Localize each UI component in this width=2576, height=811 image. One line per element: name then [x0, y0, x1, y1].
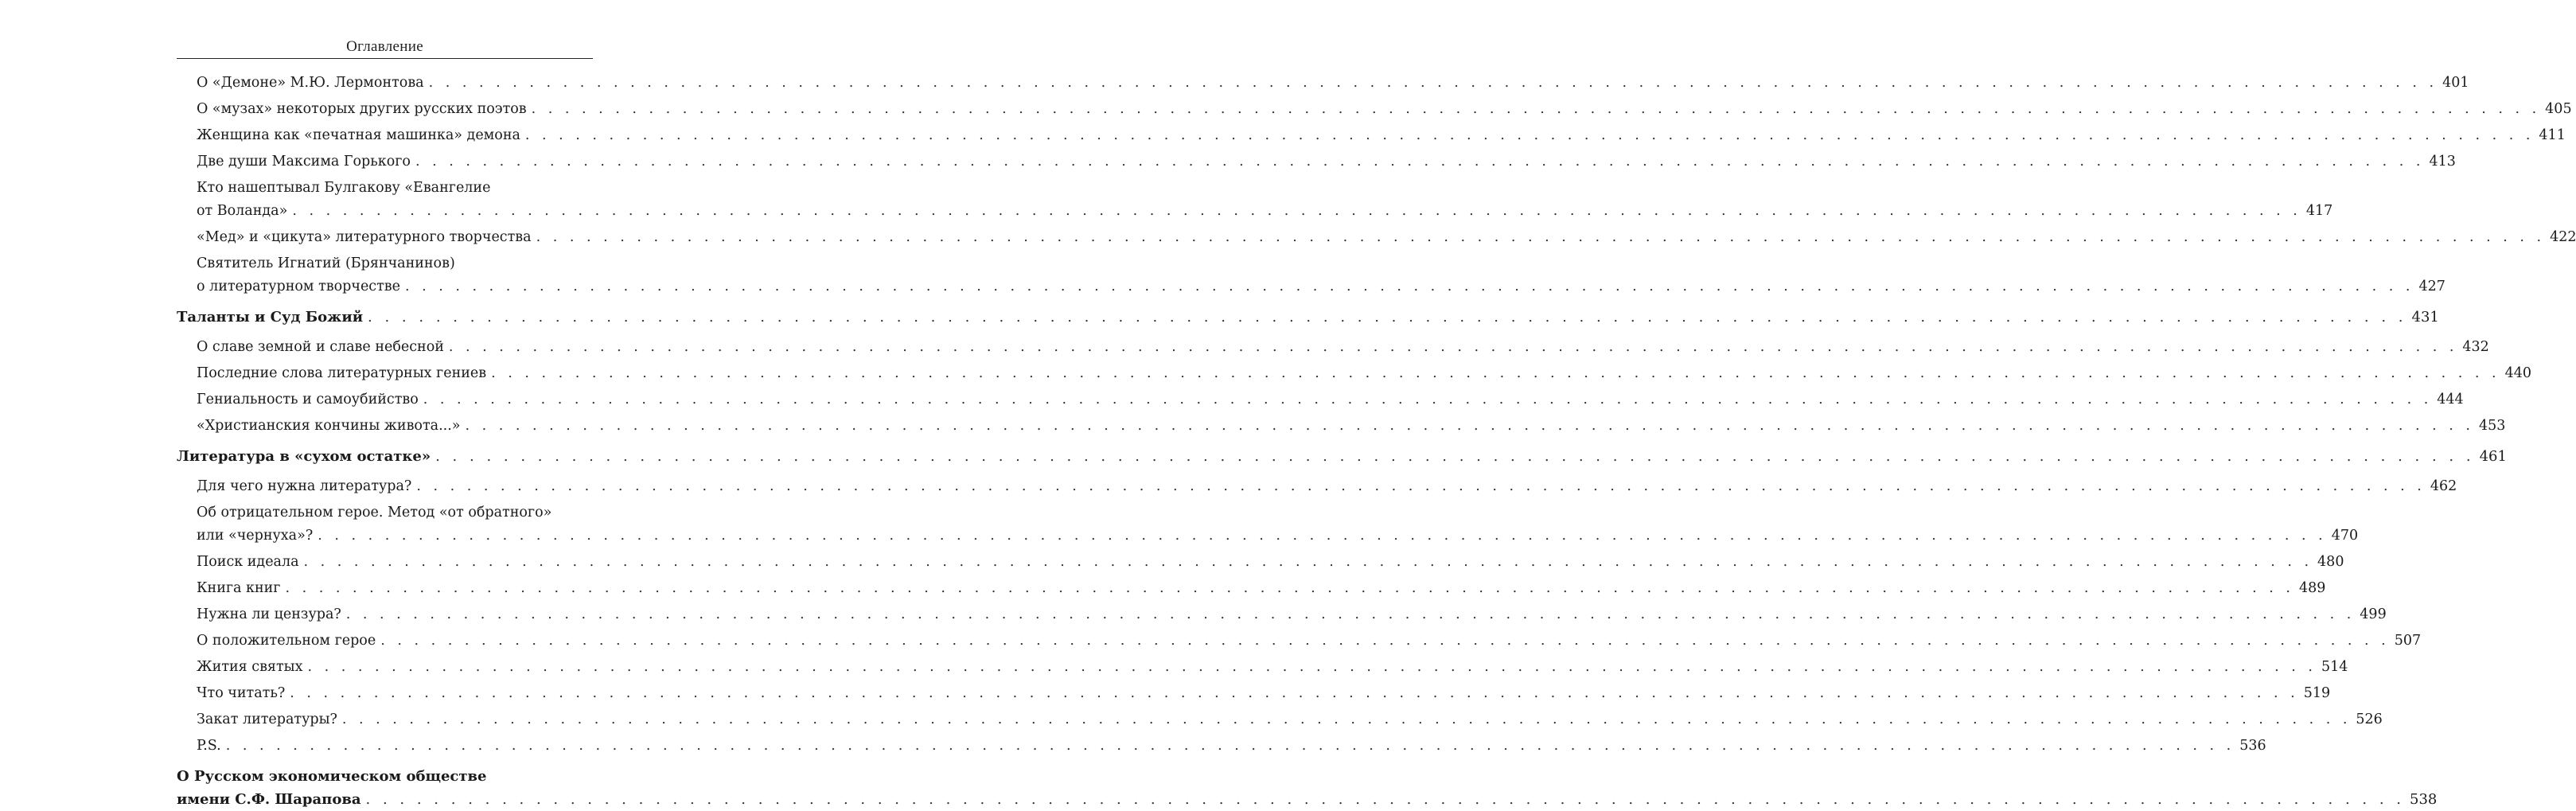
toc-entry-title: Жития святых — [197, 659, 303, 675]
toc-entry — [177, 362, 2532, 385]
toc-entry-title: Женщина как «печатная машинка» демона — [197, 127, 520, 143]
page-number: 427 — [2418, 279, 2445, 294]
dot-leader: . . . . . . . . . . . . . . . . . . . . . . . . . . . . . . . . . . . . . . . . . . . . . . . . . . . . . . . . . . . . . . . . . . . . . . . . . . . . . . . . . . . . . . . . . . . . . . . . . . . . . . . . . . . . . . . . . . . . . . . . — [536, 229, 2546, 245]
page-number: 401 — [2442, 75, 2469, 91]
toc-entry — [177, 735, 2266, 758]
toc-entry — [177, 603, 2387, 626]
dot-leader: . . . . . . . . . . . . . . . . . . . . . . . . . . . . . . . . . . . . . . . . . . . . . . . . . . . . . . . . . . . . . . . . . . . . . . . . . . . . . . . . . . . . . . . . . . . . . . . . . . . . . . . . . . . . . . . . . . . . . . . . — [290, 685, 2299, 701]
toc-entry-title: Поиск идеала — [197, 554, 299, 570]
toc-entry-title: О «Демоне» М.Ю. Лермонтова — [197, 75, 424, 91]
page-number: 405 — [2545, 101, 2572, 117]
page-number: 432 — [2462, 339, 2489, 355]
dot-leader: . . . . . . . . . . . . . . . . . . . . . . . . . . . . . . . . . . . . . . . . . . . . . . . . . . . . . . . . . . . . . . . . . . . . . . . . . . . . . . . . . . . . . . . . . . . . . . . . . . . . . . . . . . . . . . . . . . . . . . . . — [416, 478, 2426, 494]
dot-leader: . . . . . . . . . . . . . . . . . . . . . . . . . . . . . . . . . . . . . . . . . . . . . . . . . . . . . . . . . . . . . . . . . . . . . . . . . . . . . . . . . . . . . . . . . . . . . . . . . . . . . . . . . . . . . . . . . . . . . . . . — [307, 659, 2317, 675]
page-number: 417 — [2305, 203, 2333, 219]
toc-entry — [177, 577, 2326, 600]
toc-entry-title: Книга книг — [197, 580, 281, 596]
dot-leader: . . . . . . . . . . . . . . . . . . . . . . . . . . . . . . . . . . . . . . . . . . . . . . . . . . . . . . . . . . . . . . . . . . . . . . . . . . . . . . . . . . . . . . . . . . . . . . . . . . . . . . . . . . . . . . . . . . . . . . . . — [368, 309, 2407, 326]
page-number: 422 — [2550, 229, 2576, 245]
toc-entry-title-line: Кто нашептывал Булгакову «Евангелие — [197, 180, 491, 196]
toc-entry-title: или «чернуха»? — [197, 528, 314, 544]
toc-entry — [177, 98, 2572, 121]
toc-entry-title: Нужна ли цензура? — [197, 606, 341, 622]
toc-entry — [177, 177, 2333, 223]
toc-entry — [177, 415, 2506, 438]
dot-leader: . . . . . . . . . . . . . . . . . . . . . . . . . . . . . . . . . . . . . . . . . . . . . . . . . . . . . . . . . . . . . . . . . . . . . . . . . . . . . . . . . . . . . . . . . . . . . . . . . . . . . . . . . . . . . . . . . . . . . . . . — [318, 528, 2327, 544]
dot-leader: . . . . . . . . . . . . . . . . . . . . . . . . . . . . . . . . . . . . . . . . . . . . . . . . . . . . . . . . . . . . . . . . . . . . . . . . . . . . . . . . . . . . . . . . . . . . . . . . . . . . . . . . . . . . . . . . . . . . . . . . — [448, 339, 2458, 355]
page-number: 489 — [2298, 580, 2326, 596]
page-number: 536 — [2239, 738, 2266, 754]
toc-entry-title-line: О Русском экономическом обществе — [177, 768, 487, 785]
toc-entry-title-line: Святитель Игнатий (Брянчанинов) — [197, 255, 455, 271]
toc-entry-title: Литература в «сухом остатке» — [177, 448, 431, 465]
page-number: 538 — [2410, 791, 2438, 808]
dot-leader: . . . . . . . . . . . . . . . . . . . . . . . . . . . . . . . . . . . . . . . . . . . . . . . . . . . . . . . . . . . . . . . . . . . . . . . . . . . . . . . . . . . . . . . . . . . . . . . . . . . . . . . . . . . . . . . . . . . . . . . . — [423, 392, 2433, 407]
toc-entry — [177, 551, 2344, 574]
toc-entry — [177, 708, 2383, 731]
page-number: 526 — [2356, 712, 2383, 727]
toc-section — [177, 306, 2439, 329]
page-number: 480 — [2317, 554, 2344, 570]
toc-entry-title: Последние слова литературных гениев — [197, 365, 487, 381]
toc-section — [177, 445, 2507, 468]
toc-entry-title: о литературном творчестве — [197, 279, 400, 294]
dot-leader: . . . . . . . . . . . . . . . . . . . . . . . . . . . . . . . . . . . . . . . . . . . . . . . . . . . . . . . . . . . . . . . . . . . . . . . . . . . . . . . . . . . . . . . . . . . . . . . . . . . . . . . . . . . . . . . . . . . . . . . . — [405, 279, 2414, 294]
dot-leader: . . . . . . . . . . . . . . . . . . . . . . . . . . . . . . . . . . . . . . . . . . . . . . . . . . . . . . . . . . . . . . . . . . . . . . . . . . . . . . . . . . . . . . . . . . . . . . . . . . . . . . . . . . . . . . . . . . . . . . . . — [341, 712, 2352, 727]
toc-entry-title: Что читать? — [197, 685, 286, 701]
page-number: 411 — [2539, 127, 2566, 143]
toc-entry-title: Закат литературы? — [197, 712, 337, 727]
toc-entry-title: О положительном герое — [197, 633, 376, 649]
toc-entry — [177, 501, 2359, 548]
page-number: 431 — [2411, 309, 2439, 326]
toc-entry — [177, 226, 2576, 249]
dot-leader: . . . . . . . . . . . . . . . . . . . . . . . . . . . . . . . . . . . . . . . . . . . . . . . . . . . . . . . . . . . . . . . . . . . . . . . . . . . . . . . . . . . . . . . . . . . . . . . . . . . . . . . . . . . . . . . . . . . . . . . . — [428, 75, 2438, 91]
dot-leader: . . . . . . . . . . . . . . . . . . . . . . . . . . . . . . . . . . . . . . . . . . . . . . . . . . . . . . . . . . . . . . . . . . . . . . . . . . . . . . . . . . . . . . . . . . . . . . . . . . . . . . . . . . . . . . . . . . . . . . . . — [531, 101, 2541, 117]
toc-entry-title: «Христианския кончины живота...» — [197, 418, 461, 434]
dot-leader: . . . . . . . . . . . . . . . . . . . . . . . . . . . . . . . . . . . . . . . . . . . . . . . . . . . . . . . . . . . . . . . . . . . . . . . . . . . . . . . . . . . . . . . . . . . . . . . . . . . . . . . . . . . . . . . . . . . . . . . . — [365, 791, 2406, 808]
page-number: 507 — [2394, 633, 2422, 649]
running-head: Оглавление — [346, 38, 423, 55]
toc-entry-title: О «музах» некоторых других русских поэтов — [197, 101, 527, 117]
toc-entry — [177, 630, 2422, 653]
toc-entry — [177, 124, 2566, 147]
dot-leader: . . . . . . . . . . . . . . . . . . . . . . . . . . . . . . . . . . . . . . . . . . . . . . . . . . . . . . . . . . . . . . . . . . . . . . . . . . . . . . . . . . . . . . . . . . . . . . . . . . . . . . . . . . . . . . . . . . . . . . . . — [524, 127, 2535, 143]
toc-entry-title: Две души Максима Горького — [197, 154, 411, 170]
page-number: 499 — [2360, 606, 2387, 622]
page-number: 453 — [2478, 418, 2506, 434]
dot-leader: . . . . . . . . . . . . . . . . . . . . . . . . . . . . . . . . . . . . . . . . . . . . . . . . . . . . . . . . . . . . . . . . . . . . . . . . . . . . . . . . . . . . . . . . . . . . . . . . . . . . . . . . . . . . . . . . . . . . . . . . — [345, 606, 2356, 622]
dot-leader: . . . . . . . . . . . . . . . . . . . . . . . . . . . . . . . . . . . . . . . . . . . . . . . . . . . . . . . . . . . . . . . . . . . . . . . . . . . . . . . . . . . . . . . . . . . . . . . . . . . . . . . . . . . . . . . . . . . . . . . . — [465, 418, 2474, 434]
dot-leader: . . . . . . . . . . . . . . . . . . . . . . . . . . . . . . . . . . . . . . . . . . . . . . . . . . . . . . . . . . . . . . . . . . . . . . . . . . . . . . . . . . . . . . . . . . . . . . . . . . . . . . . . . . . . . . . . . . . . . . . . — [225, 738, 2235, 754]
toc-entry-title: имени С.Ф. Шарапова — [177, 791, 361, 808]
toc-entry-title: Гениальность и самоубийство — [197, 392, 419, 407]
dot-leader: . . . . . . . . . . . . . . . . . . . . . . . . . . . . . . . . . . . . . . . . . . . . . . . . . . . . . . . . . . . . . . . . . . . . . . . . . . . . . . . . . . . . . . . . . . . . . . . . . . . . . . . . . . . . . . . . . . . . . . . . — [415, 154, 2425, 170]
toc-entry — [177, 682, 2331, 705]
table-of-contents — [177, 72, 2576, 811]
dot-leader: . . . . . . . . . . . . . . . . . . . . . . . . . . . . . . . . . . . . . . . . . . . . . . . . . . . . . . . . . . . . . . . . . . . . . . . . . . . . . . . . . . . . . . . . . . . . . . . . . . . . . . . . . . . . . . . . . . . . . . . . — [380, 633, 2390, 649]
toc-entry-title-line: Об отрицательном герое. Метод «от обратного» — [197, 505, 552, 521]
page-number: 444 — [2437, 392, 2464, 407]
toc-entry — [177, 252, 2445, 298]
dot-leader: . . . . . . . . . . . . . . . . . . . . . . . . . . . . . . . . . . . . . . . . . . . . . . . . . . . . . . . . . . . . . . . . . . . . . . . . . . . . . . . . . . . . . . . . . . . . . . . . . . . . . . . . . . . . . . . . . . . . . . . . — [491, 365, 2500, 381]
page-number: 461 — [2479, 448, 2507, 465]
page-number: 470 — [2331, 528, 2359, 544]
toc-entry — [177, 475, 2457, 498]
page-number: 413 — [2429, 154, 2456, 170]
toc-entry-title: «Мед» и «цикута» литературного творчества — [197, 229, 532, 245]
page-number: 519 — [2303, 685, 2331, 701]
toc-entry-title: P.S. — [197, 738, 221, 754]
toc-entry — [177, 72, 2469, 95]
toc-entry-title: Для чего нужна литература? — [197, 478, 412, 494]
page-number: 514 — [2321, 659, 2348, 675]
dot-leader: . . . . . . . . . . . . . . . . . . . . . . . . . . . . . . . . . . . . . . . . . . . . . . . . . . . . . . . . . . . . . . . . . . . . . . . . . . . . . . . . . . . . . . . . . . . . . . . . . . . . . . . . . . . . . . . . . . . . . . . . — [285, 580, 2294, 596]
page-number: 462 — [2430, 478, 2457, 494]
dot-leader: . . . . . . . . . . . . . . . . . . . . . . . . . . . . . . . . . . . . . . . . . . . . . . . . . . . . . . . . . . . . . . . . . . . . . . . . . . . . . . . . . . . . . . . . . . . . . . . . . . . . . . . . . . . . . . . . . . . . . . . . — [435, 448, 2475, 465]
dot-leader: . . . . . . . . . . . . . . . . . . . . . . . . . . . . . . . . . . . . . . . . . . . . . . . . . . . . . . . . . . . . . . . . . . . . . . . . . . . . . . . . . . . . . . . . . . . . . . . . . . . . . . . . . . . . . . . . . . . . . . . . — [292, 203, 2301, 219]
toc-entry — [177, 388, 2464, 411]
toc-entry-title: О славе земной и славе небесной — [197, 339, 444, 355]
toc-entry — [177, 150, 2456, 174]
toc-entry — [177, 656, 2348, 679]
toc-entry-title: Таланты и Суд Божий — [177, 309, 364, 326]
dot-leader: . . . . . . . . . . . . . . . . . . . . . . . . . . . . . . . . . . . . . . . . . . . . . . . . . . . . . . . . . . . . . . . . . . . . . . . . . . . . . . . . . . . . . . . . . . . . . . . . . . . . . . . . . . . . . . . . . . . . . . . . — [303, 554, 2313, 570]
toc-section — [177, 765, 2438, 811]
header-rule — [177, 58, 593, 59]
page-number: 440 — [2504, 365, 2532, 381]
toc-entry-title: от Воланда» — [197, 203, 288, 219]
toc-entry — [177, 336, 2489, 359]
